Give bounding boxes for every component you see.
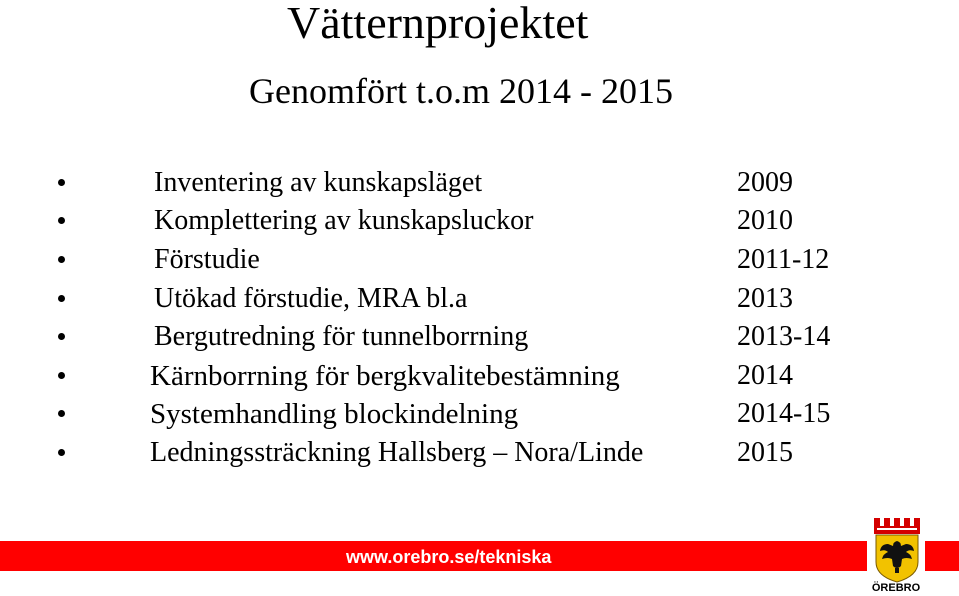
list-item	[0, 166, 959, 204]
item-label: Utökad förstudie, MRA bl.a	[154, 283, 468, 314]
bullet-icon	[58, 333, 65, 340]
bullet-icon	[58, 372, 65, 379]
item-year: 2011-12	[737, 244, 830, 275]
item-label: Förstudie	[154, 244, 260, 275]
item-year: 2009	[737, 167, 793, 198]
list-item	[0, 320, 959, 358]
item-year: 2010	[737, 205, 793, 236]
item-label: Kärnborrning för bergkvalitebestämning	[150, 360, 620, 392]
footer-bar-right	[925, 541, 959, 571]
item-year: 2013	[737, 283, 793, 314]
list-item	[0, 204, 959, 242]
slide-title: Vätternprojektet	[287, 0, 589, 48]
item-label: Inventering av kunskapsläget	[154, 167, 483, 198]
bullet-icon	[58, 179, 65, 186]
item-year: 2013-14	[737, 321, 831, 352]
item-label: Systemhandling blockindelning	[150, 398, 519, 430]
list-item	[0, 397, 959, 435]
bullet-icon	[58, 295, 65, 302]
item-year: 2014-15	[737, 398, 831, 429]
item-year: 2014	[737, 360, 793, 391]
list-item	[0, 243, 959, 281]
list-item	[0, 436, 959, 474]
bullet-icon	[58, 449, 65, 456]
item-label: Ledningssträckning Hallsberg – Nora/Linde	[150, 437, 644, 468]
item-year: 2015	[737, 437, 793, 468]
orebro-logo-text: ÖREBRO	[871, 582, 921, 594]
list-item	[0, 282, 959, 320]
item-label: Komplettering av kunskapsluckor	[154, 205, 534, 236]
bullet-icon	[58, 256, 65, 263]
bullet-icon	[58, 410, 65, 417]
bullet-icon	[58, 217, 65, 224]
footer-website-link[interactable]: www.orebro.se/tekniska	[346, 547, 552, 567]
slide-subtitle: Genomfört t.o.m 2014 - 2015	[249, 71, 673, 111]
item-label: Bergutredning för tunnelborrning	[154, 321, 529, 352]
list-item	[0, 359, 959, 397]
